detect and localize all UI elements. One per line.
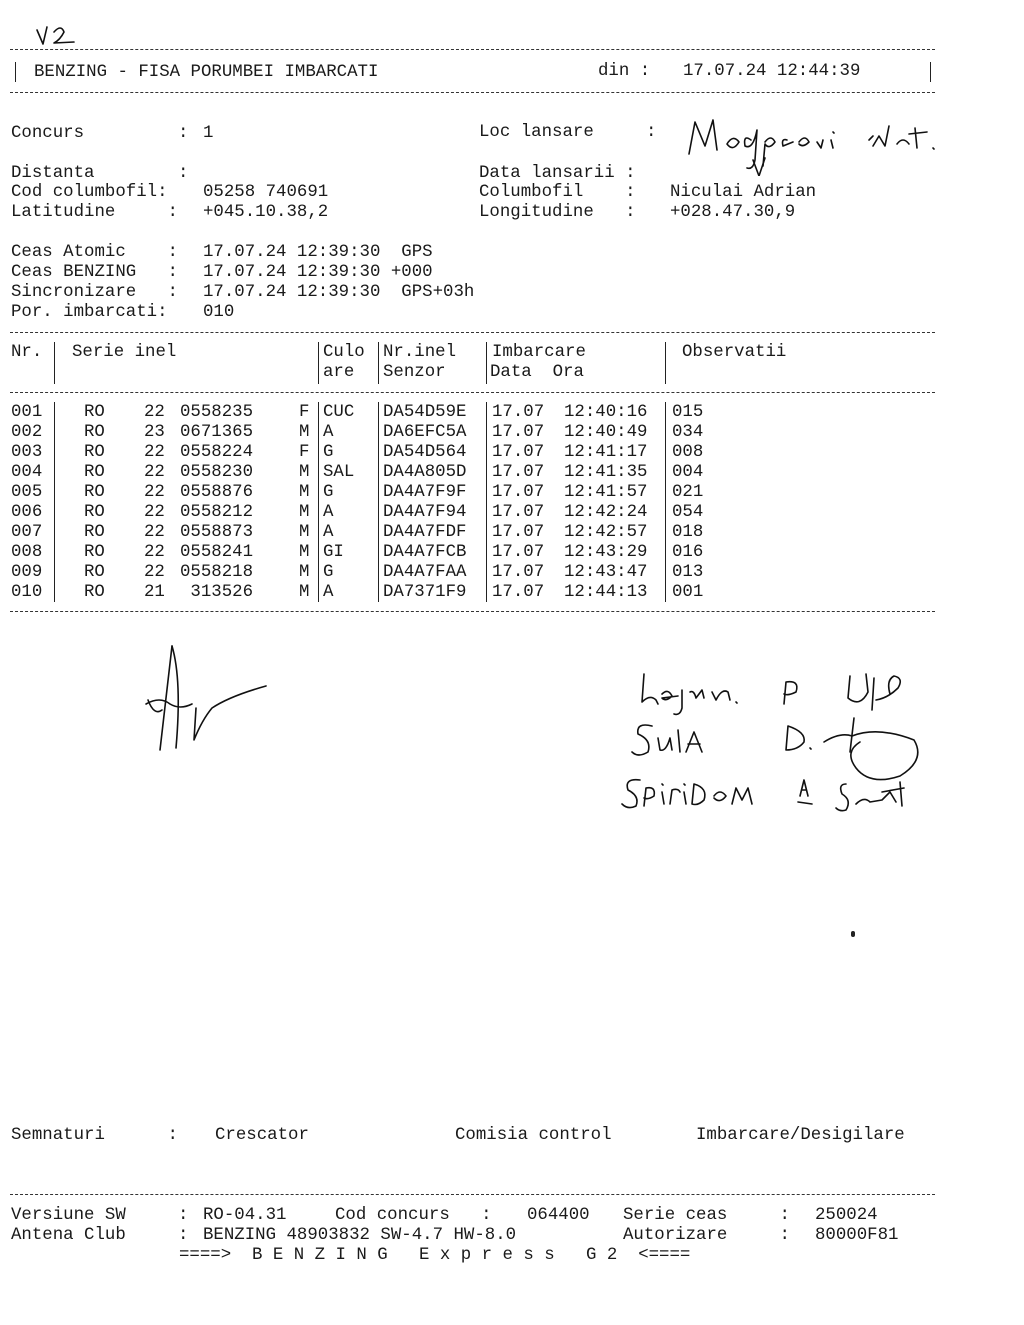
row-country: RO [84, 543, 105, 562]
col-separator [54, 402, 55, 602]
col-header-data-ora: Data Ora [490, 363, 584, 382]
header-box-right-edge [930, 62, 931, 82]
row-color: A [323, 503, 334, 522]
row-country: RO [84, 503, 105, 522]
row-time: 12:41:17 [564, 443, 648, 462]
versiune-sw-value: RO-04.31 [203, 1206, 287, 1225]
divider [10, 49, 935, 50]
row-nr: 003 [11, 443, 43, 462]
ceas-benzing-label: Ceas BENZING : [11, 263, 178, 282]
row-ring: 0558873 [180, 523, 254, 542]
ceas-atomic-label: Ceas Atomic : [11, 243, 178, 262]
row-nr: 002 [11, 423, 43, 442]
row-date: 17.07 [492, 483, 545, 502]
row-year: 22 [144, 403, 165, 422]
row-date: 17.07 [492, 523, 545, 542]
divider [10, 92, 935, 93]
col-separator [318, 342, 319, 384]
concurs-label: Concurs : [11, 124, 189, 143]
row-color: GI [323, 543, 344, 562]
row-country: RO [84, 483, 105, 502]
row-nr: 010 [11, 583, 43, 602]
row-ring: 0558876 [180, 483, 254, 502]
row-sensor: DA7371F9 [383, 583, 467, 602]
row-color: A [323, 423, 334, 442]
antena-club-label: Antena Club : [11, 1226, 189, 1245]
row-date: 17.07 [492, 443, 545, 462]
antena-club-value: BENZING 48903832 SW-4.7 HW-8.0 [203, 1226, 517, 1245]
divider [10, 611, 935, 612]
row-nr: 006 [11, 503, 43, 522]
cod-concurs-value: 064400 [527, 1206, 590, 1225]
row-year: 22 [144, 563, 165, 582]
row-date: 17.07 [492, 563, 545, 582]
row-observatii: 008 [672, 443, 704, 462]
row-sensor: DA4A7F9F [383, 483, 467, 502]
latitudine-label: Latitudine : [11, 203, 178, 222]
row-year: 23 [144, 423, 165, 442]
col-header-observatii: Observatii [682, 343, 787, 362]
row-sensor: DA54D564 [383, 443, 467, 462]
ceas-benzing-value: 17.07.24 12:39:30 +000 [203, 263, 433, 282]
row-year: 22 [144, 543, 165, 562]
col-header-nr: Nr. [11, 343, 43, 362]
imbarcare-desigilare-label: Imbarcare/Desigilare [696, 1126, 905, 1145]
crescator-signature [140, 640, 280, 760]
loc-lansare-handwritten-value [683, 110, 963, 176]
row-ring: 0558230 [180, 463, 254, 482]
row-observatii: 018 [672, 523, 704, 542]
porumbei-imbarcati-label: Por. imbarcati: [11, 303, 168, 322]
row-sex: F [299, 403, 310, 422]
row-color: CUC [323, 403, 355, 422]
row-time: 12:40:16 [564, 403, 648, 422]
row-date: 17.07 [492, 403, 545, 422]
row-observatii: 021 [672, 483, 704, 502]
serie-ceas-value: 250024 [815, 1206, 878, 1225]
row-sex: F [299, 443, 310, 462]
col-separator [665, 402, 666, 602]
row-sex: M [299, 523, 310, 542]
row-ring: 0558212 [180, 503, 254, 522]
cod-columbofil-label: Cod columbofil: [11, 183, 168, 202]
row-ring: 0558218 [180, 563, 254, 582]
autorizare-value: 80000F81 [815, 1226, 899, 1245]
semnaturi-label: Semnaturi : [11, 1126, 178, 1145]
col-separator [665, 342, 666, 384]
row-date: 17.07 [492, 463, 545, 482]
longitudine-label: Longitudine : [479, 203, 636, 222]
data-lansarii-label: Data lansarii : [479, 164, 636, 183]
divider [10, 332, 935, 333]
row-sensor: DA54D59E [383, 403, 467, 422]
row-ring: 0558224 [180, 443, 254, 462]
row-year: 21 [144, 583, 165, 602]
row-time: 12:44:13 [564, 583, 648, 602]
row-time: 12:42:24 [564, 503, 648, 522]
row-sensor: DA4A7FDF [383, 523, 467, 542]
divider [10, 1194, 935, 1195]
row-nr: 008 [11, 543, 43, 562]
loc-lansare-label: Loc lansare : [479, 123, 657, 142]
row-color: G [323, 563, 334, 582]
row-time: 12:43:47 [564, 563, 648, 582]
row-observatii: 013 [672, 563, 704, 582]
row-sex: M [299, 463, 310, 482]
col-separator [318, 402, 319, 602]
row-ring: 0558241 [180, 543, 254, 562]
row-year: 22 [144, 483, 165, 502]
din-value: 17.07.24 12:44:39 [683, 62, 861, 81]
row-year: 22 [144, 523, 165, 542]
row-year: 22 [144, 443, 165, 462]
row-sex: M [299, 423, 310, 442]
ceas-atomic-value: 17.07.24 12:39:30 GPS [203, 243, 433, 262]
cod-columbofil-value: 05258 740691 [203, 183, 329, 202]
benzing-express-banner: ====> B E N Z I N G E x p r e s s G 2 <==== [179, 1246, 691, 1265]
autorizare-label: Autorizare : [623, 1226, 790, 1245]
row-country: RO [84, 443, 105, 462]
col-separator [486, 342, 487, 384]
row-time: 12:41:57 [564, 483, 648, 502]
concurs-value: 1 [203, 124, 214, 143]
row-date: 17.07 [492, 583, 545, 602]
cod-concurs-label: Cod concurs : [335, 1206, 492, 1225]
commission-name-3 [620, 766, 950, 826]
col-header-senzor: Senzor [383, 363, 446, 382]
serie-ceas-label: Serie ceas : [623, 1206, 790, 1225]
row-country: RO [84, 563, 105, 582]
col-header-imbarcare: Imbarcare [492, 343, 586, 362]
row-nr: 004 [11, 463, 43, 482]
row-ring: 0558235 [180, 403, 254, 422]
col-separator [378, 402, 379, 602]
row-time: 12:40:49 [564, 423, 648, 442]
row-nr: 001 [11, 403, 43, 422]
row-date: 17.07 [492, 543, 545, 562]
header-box-left-edge [15, 62, 16, 82]
row-ring: 0671365 [180, 423, 254, 442]
row-observatii: 001 [672, 583, 704, 602]
col-header-serie-inel: Serie inel [72, 343, 177, 362]
row-observatii: 034 [672, 423, 704, 442]
comisia-control-label: Comisia control [455, 1126, 612, 1145]
col-separator [378, 342, 379, 384]
latitudine-value: +045.10.38,2 [203, 203, 329, 222]
longitudine-value: +028.47.30,9 [670, 203, 796, 222]
row-sex: M [299, 563, 310, 582]
porumbei-imbarcati-value: 010 [203, 303, 235, 322]
ink-speck [851, 931, 855, 937]
row-country: RO [84, 523, 105, 542]
row-color: SAL [323, 463, 355, 482]
row-color: A [323, 583, 334, 602]
row-year: 22 [144, 503, 165, 522]
sincronizare-label: Sincronizare : [11, 283, 178, 302]
row-nr: 007 [11, 523, 43, 542]
divider [10, 392, 935, 393]
corner-handwritten-note [34, 24, 82, 50]
row-country: RO [84, 583, 105, 602]
distanta-label: Distanta : [11, 164, 189, 183]
columbofil-value: Niculai Adrian [670, 183, 817, 202]
row-sensor: DA4A805D [383, 463, 467, 482]
row-year: 22 [144, 463, 165, 482]
row-observatii: 004 [672, 463, 704, 482]
sincronizare-value: 17.07.24 12:39:30 GPS+03h [203, 283, 475, 302]
columbofil-label: Columbofil : [479, 183, 636, 202]
row-ring: 313526 [180, 583, 254, 602]
row-observatii: 015 [672, 403, 704, 422]
row-sex: M [299, 543, 310, 562]
col-separator [486, 402, 487, 602]
row-nr: 005 [11, 483, 43, 502]
row-country: RO [84, 463, 105, 482]
row-sensor: DA4A7FCB [383, 543, 467, 562]
row-sensor: DA4A7FAA [383, 563, 467, 582]
col-header-culoare: Culo [323, 343, 365, 362]
row-nr: 009 [11, 563, 43, 582]
row-time: 12:42:57 [564, 523, 648, 542]
row-date: 17.07 [492, 503, 545, 522]
row-time: 12:41:35 [564, 463, 648, 482]
row-sensor: DA6EFC5A [383, 423, 467, 442]
row-date: 17.07 [492, 423, 545, 442]
row-observatii: 054 [672, 503, 704, 522]
row-sensor: DA4A7F94 [383, 503, 467, 522]
row-sex: M [299, 503, 310, 522]
row-color: G [323, 483, 334, 502]
row-color: G [323, 443, 334, 462]
col-separator [54, 342, 55, 384]
col-header-culoare-2: are [323, 363, 355, 382]
row-color: A [323, 523, 334, 542]
crescator-label: Crescator [215, 1126, 309, 1145]
document-title: BENZING - FISA PORUMBEI IMBARCATI [34, 63, 379, 82]
row-sex: M [299, 583, 310, 602]
versiune-sw-label: Versiune SW : [11, 1206, 189, 1225]
row-sex: M [299, 483, 310, 502]
row-time: 12:43:29 [564, 543, 648, 562]
row-country: RO [84, 403, 105, 422]
row-observatii: 016 [672, 543, 704, 562]
din-label: din : [598, 62, 651, 81]
col-header-nr-inel: Nr.inel [383, 343, 457, 362]
row-country: RO [84, 423, 105, 442]
